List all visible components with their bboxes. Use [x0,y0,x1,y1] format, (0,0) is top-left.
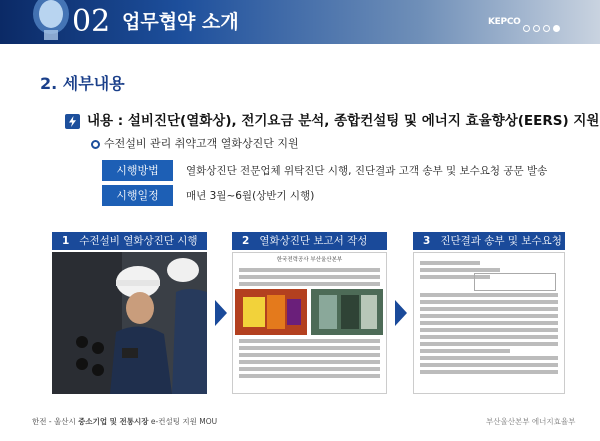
step-2-title: 열화상진단 보고서 작성 [259,235,368,247]
section-heading: 2. 세부내용 [40,74,125,93]
arrow-right-icon [395,300,407,326]
step-1-photo [52,252,207,394]
schedule-tag: 시행일정 [102,185,173,206]
step-3-number: 3 [423,235,431,247]
lightning-icon [65,114,80,129]
report-title: 한국전력공사 부산울산본부 [276,257,343,263]
footer-right: 부산울산본부 에너지효율부 [486,417,576,426]
method-tag: 시행방법 [102,160,173,181]
step-2-header [232,232,387,250]
footer-left [32,417,217,427]
step-3-title: 진단결과 송부 및 보수요청 [440,235,562,247]
footer-bold: 중소기업 및 전통시장 [78,417,149,426]
step-2-number: 2 [242,235,250,247]
step-1-number: 1 [62,235,70,247]
page-dot[interactable] [543,25,550,32]
section-number: 02 [72,4,111,39]
content-summary: 내용 : 설비진단(열화상), 전기요금 분석, 종합컨설팅 및 에너지 효율향상(EERS) 지원 [87,113,600,129]
page-dot[interactable] [533,25,540,32]
kepco-logo: KEPCO [488,17,521,27]
step-3-header [413,232,565,250]
step-1-header [52,232,207,250]
footer-suffix: e-컨설팅 지원 MOU [148,417,218,426]
method-text: 열화상진단 전문업체 위탁진단 시행, 진단결과 고객 송부 및 보수요청 공문 발송 [186,165,548,177]
page-title: 업무협약 소개 [122,11,239,33]
page-dot[interactable] [523,25,530,32]
header-banner [0,0,600,44]
step-1-title: 수전설비 열화상진단 시행 [79,235,198,247]
target-description: 수전설비 관리 취약고객 열화상진단 지원 [104,137,299,150]
step-3-document-image [413,252,565,394]
bullet-circle-icon [91,140,100,149]
page-indicator [523,17,563,36]
step-2-report-image [232,252,387,394]
schedule-text: 매년 3월~6월(상반기 시행) [186,190,315,202]
page-dot-active[interactable] [553,25,560,32]
footer-prefix: 한전 - 울산시 [32,417,79,426]
lightbulb-icon [28,0,74,44]
arrow-right-icon [215,300,227,326]
